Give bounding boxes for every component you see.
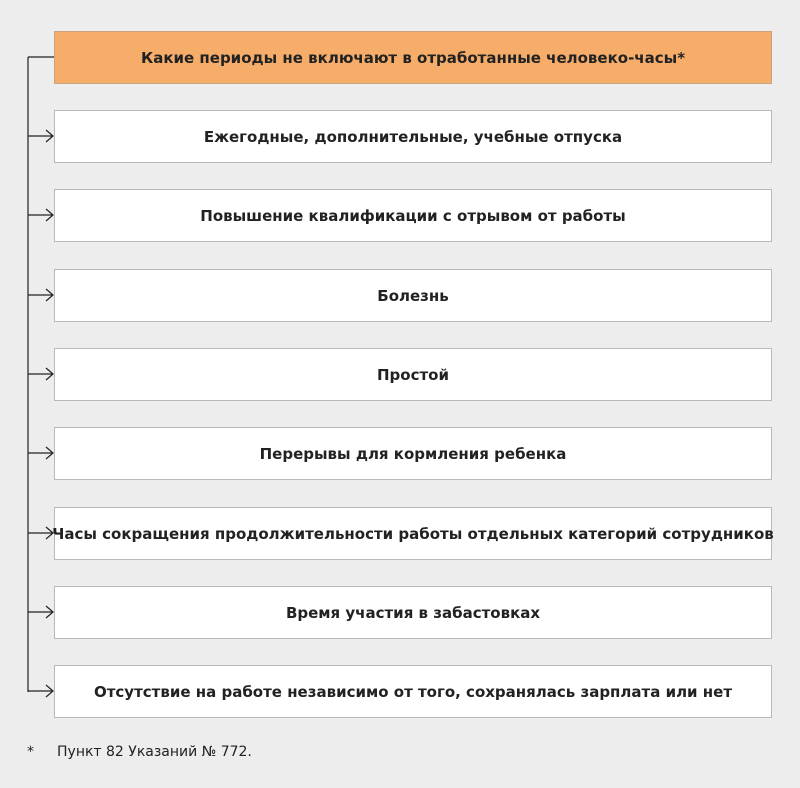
item-box-6 xyxy=(54,507,772,560)
item-label: Перерывы для кормления ребенка xyxy=(259,444,567,463)
footnote-mark: * xyxy=(27,744,34,760)
item-box-3 xyxy=(54,269,772,322)
arrow-item-3 xyxy=(28,289,53,301)
item-label: Ежегодные, дополнительные, учебные отпуска xyxy=(203,127,623,146)
arrow-item-6 xyxy=(28,527,53,539)
item-label: Болезнь xyxy=(377,286,449,305)
footnote-text: Пункт 82 Указаний № 772. xyxy=(57,744,252,760)
item-label: Время участия в забастовках xyxy=(285,603,541,622)
item-box-4 xyxy=(54,348,772,401)
item-label: Простой xyxy=(377,365,449,384)
item-label: Повышение квалификации с отрывом от работы xyxy=(200,206,626,225)
arrow-item-7 xyxy=(28,606,53,618)
arrow-item-5 xyxy=(28,447,53,459)
footnote xyxy=(27,744,252,760)
item-label: Часы сокращения продолжительности работы отдельных категорий сотрудников xyxy=(52,524,774,543)
arrow-item-8 xyxy=(28,685,53,697)
item-label: Отсутствие на работе независимо от того, сохранялась зарплата или нет xyxy=(93,682,733,701)
item-box-1 xyxy=(54,110,772,163)
item-box-5 xyxy=(54,427,772,480)
header-title: Какие периоды не включают в отработанные человеко-часы* xyxy=(140,48,686,67)
item-box-2 xyxy=(54,189,772,242)
arrow-item-4 xyxy=(28,368,53,380)
item-box-7 xyxy=(54,586,772,639)
item-box-8 xyxy=(54,665,772,718)
header-box xyxy=(54,31,772,84)
arrow-item-2 xyxy=(28,209,53,221)
arrow-item-1 xyxy=(28,130,53,142)
